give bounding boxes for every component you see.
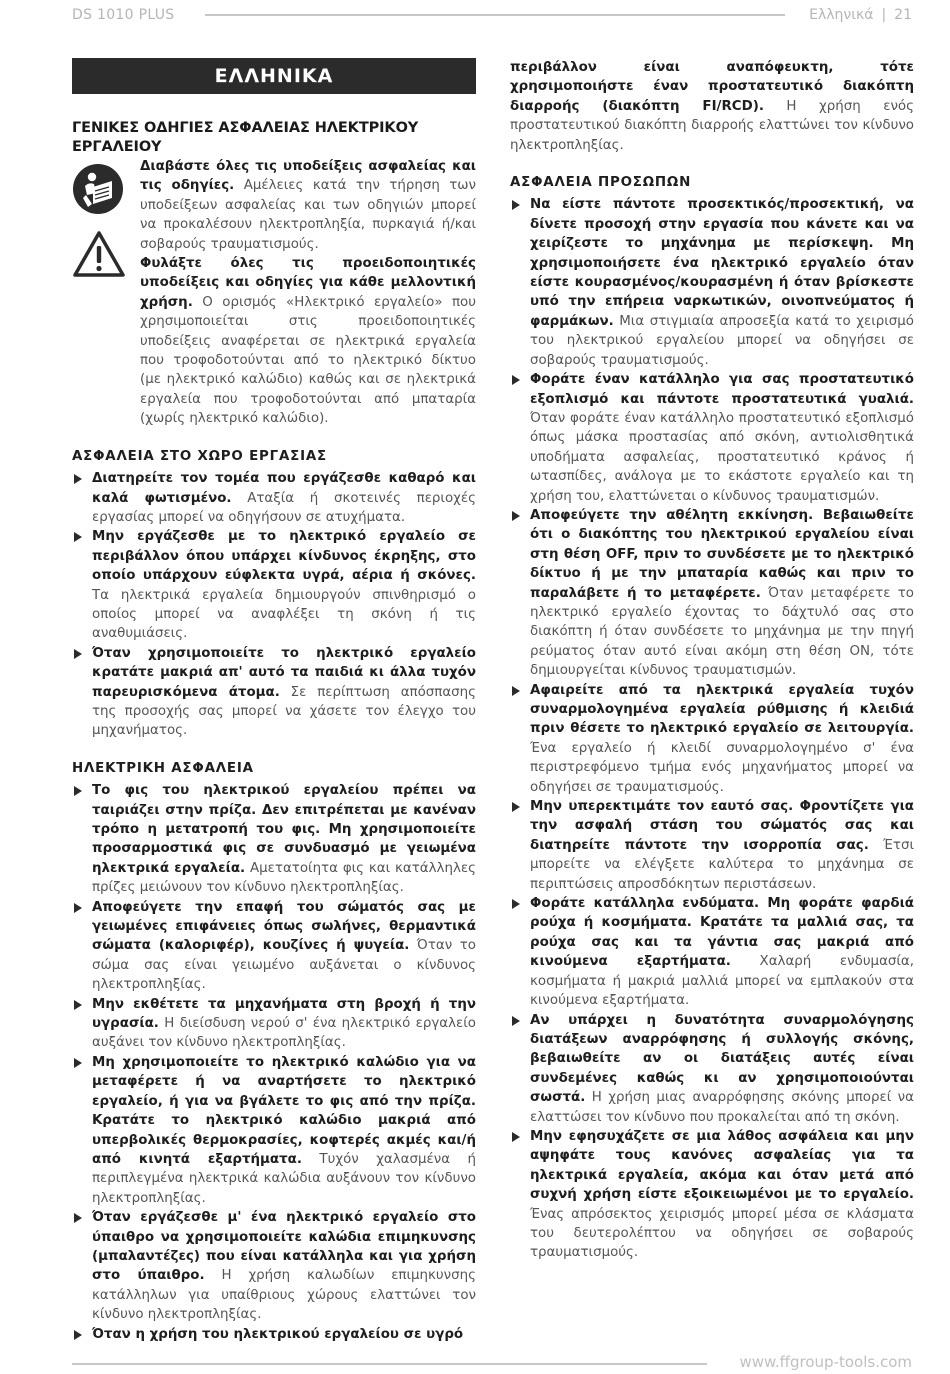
list-item: Αφαιρείτε από τα ηλεκτρικά εργαλεία τυχόν συναρμολογημένα εργαλεία ρύθμισης ή κλειδιά πριν θέσετε το ηλεκτρικό εργαλείο σε λειτουργία. Ένα εργαλείο ή κλειδί συναρμολογημένο σ' ένα περιστρεφόμενο τμήμα ενός μηχανήματος μπορεί να οδηγήσει σε τραυματισμούς.	[510, 681, 914, 797]
read-manual-icon	[72, 163, 124, 215]
intro-block	[72, 157, 476, 429]
warning-triangle-icon	[72, 230, 126, 278]
bullet-arrow-icon	[74, 786, 82, 796]
footer-url[interactable]: www.ffgroup-tools.com	[739, 1353, 912, 1371]
bullet-arrow-icon	[512, 686, 520, 696]
main-title: ΓΕΝΙΚΕΣ ΟΔΗΓΙΕΣ ΑΣΦΑΛΕΙΑΣ ΗΛΕΚΤΡΙΚΟΥ ΕΡΓΑΛΕΙΟΥ	[72, 120, 419, 155]
bullet-arrow-icon	[512, 802, 520, 812]
bullet-arrow-icon	[74, 649, 82, 659]
list-item: Φοράτε έναν κατάλληλο για σας προστατευτικό εξοπλισμό και πάντοτε προστατευτικά γυαλιά. Όταν φοράτε έναν κατάλληλο προστατευτικό εξοπλισμό όπως μάσκα προστασίας από σκόνη, αντιολισθητικά υποδήματα ασφαλείας, προστατευτικό κράνος ή ωτασπίδες, ανάλογα με το εκάστοτε εργαλείο και τη χρήση του, ελαττώνεται ο κίνδυνος τραυματισμών.	[510, 370, 914, 506]
bullet-arrow-icon	[512, 200, 520, 210]
bullet-arrow-icon	[74, 1058, 82, 1068]
continued-paragraph: περιβάλλον είναι αναπόφευκτη, τότε χρησιμοποιήστε έναν προστατευτικό διακόπτη διαρροής (διακόπτη FI/RCD). Η χρήση ενός προστατευτικού διακόπτη διαρροής ελαττώνει τον κίνδυνο ηλεκτροπληξίας.	[510, 60, 914, 153]
list-item: Το φις του ηλεκτρικού εργαλείου πρέπει να ταιριάζει στην πρίζα. Δεν επιτρέπεται με κανέναν τρόπο η μετατροπή του φις. Μη χρησιμοποιείτε προσαρμοστικά φις σε συνδυασμό με γειωμένα ηλεκτρικά εργαλεία. Αμετατοίητα φις και κατάλληλες πρίζες μειώνουν τον κίνδυνο ηλεκτροπληξίας.	[72, 781, 476, 897]
list-item: Μην εργάζεσθε με το ηλεκτρικό εργαλείο σε περιβάλλον όπου υπάρχει κίνδυνος έκρηξης, στο οποίο υπάρχουν εύφλεκτα υγρά, αέρια ή σκόνες. Τα ηλεκτρικά εργαλεία δημιουργούν σπινθηρισμό ο οποίος μπορεί να αναφλέξει τη σκόνη ή τις αναθυμιάσεις.	[72, 527, 476, 643]
list-item: Αποφεύγετε την αθέλητη εκκίνηση. Βεβαιωθείτε ότι ο διακόπτης του ηλεκτρικού εργαλείου είναι στη θέση OFF, πριν το συνδέσετε με το ηλεκτρικό δίκτυο ή με την μπαταρία καθώς και πριν το παραλάβετε ή το μεταφέρετε. Όταν μεταφέρετε το ηλεκτρικό εργαλείο έχοντας το δάχτυλό σας στο διακόπτη ή όταν συνδέσετε το μηχάνημα με την πηγή ρεύματος όταν αυτό είναι ακόμη στη θέση ON, τότε δημιουργείται κίνδυνος τραυματισμών.	[510, 506, 914, 681]
header-rule	[205, 14, 785, 16]
intro-paragraph-1: Διαβάστε όλες τις υποδείξεις ασφαλείας και τις οδηγίες. Αμέλειες κατά την τήρηση των υποδείξεων ασφαλείας και των οδηγιών μπορεί να προκαλέσουν ηλεκτροπληξία, πυρκαγιά ή/και σοβαρούς τραυματισμούς.	[140, 159, 476, 252]
model-name: DS 1010 PLUS	[72, 7, 175, 23]
header-page-info	[809, 7, 912, 23]
bullet-arrow-icon	[512, 375, 520, 385]
section-title-work-area: ΑΣΦΑΛΕΙΑ ΣΤΟ ΧΩΡΟ ΕΡΓΑΣΙΑΣ	[72, 448, 327, 464]
list-item: Όταν η χρήση του ηλεκτρικού εργαλείου σε υγρό	[72, 1325, 476, 1344]
list-item: Μην υπερεκτιμάτε τον εαυτό σας. Φροντίζετε για την ασφαλή στάση του σώματός σας και διατηρείτε πάντοτε την ισορροπία σας. Έτσι μπορείτε να ελέγξετε καλύτερα το μηχάνημα σε περιπτώσεις απροσδόκητων περιστάσεων.	[510, 797, 914, 894]
bullet-arrow-icon	[74, 1000, 82, 1010]
bullet-arrow-icon	[74, 1330, 82, 1340]
section-title-personal: ΑΣΦΑΛΕΙΑ ΠΡΟΣΩΠΩΝ	[510, 175, 692, 191]
bullet-arrow-icon	[512, 899, 520, 909]
list-item: Μη χρησιμοποιείτε το ηλεκτρικό καλώδιο για να μεταφέρετε ή να αναρτήσετε το ηλεκτρικό εργαλείο, ή για να βγάλετε το φις από την πρίζα. Κρατάτε το ηλεκτρικό καλώδιο μακριά από υπερβολικές θερμοκρασίες, κοφτερές ακμές και/ή από κινητά εξαρτήματα. Τυχόν χαλασμένα ή περιπλεγμένα ηλεκτρικά καλώδια αυξάνουν τον κίνδυνο ηλεκτροπληξίας.	[72, 1053, 476, 1208]
language-banner: ΕΛΛΗΝΙΚΑ	[72, 58, 476, 94]
intro-paragraph-2: Φυλάξτε όλες τις προειδοποιητικές υποδείξεις και οδηγίες για κάθε μελλοντική χρήση. Ο ορισμός «Ηλεκτρικό εργαλείο» που χρησιμοποιείται στις προειδοποιητικές υποδείξεις αναφέρεται σε ηλεκτρικά εργαλεία που τροφοδοτούνται από το ηλεκτρικό δίκτυο (με ηλεκτρικό καλώδιο) καθώς και σε ηλεκτρικά εργαλεία που τροφοδοτούνται από μπαταρία (χωρίς ηλεκτρικό καλώδιο).	[140, 256, 476, 427]
list-item: Αποφεύγετε την επαφή του σώματός σας με γειωμένες επιφάνειες όπως σωλήνες, θερμαντικά σώματα (καλοριφέρ), κουζίνες ή ψυγεία. Όταν το σώμα σας είναι γειωμένο αυξάνεται ο κίνδυνος ηλεκτροπληξίας.	[72, 898, 476, 995]
bullet-arrow-icon	[74, 1213, 82, 1223]
section-title-electrical: ΗΛΕΚΤΡΙΚΗ ΑΣΦΑΛΕΙΑ	[72, 760, 254, 776]
footer-rule	[72, 1363, 707, 1365]
language-label: Ελληνικά	[809, 7, 874, 23]
list-item: Να είστε πάντοτε προσεκτικός/προσεκτική, να δίνετε προσοχή στην εργασία που κάνετε και να χειρίζεστε το μηχάνημα με περίσκεψη. Μη χρησιμοποιήσετε ένα ηλεκτρικό εργαλείο όταν είστε κουρασμένος/κουρασμένη ή όταν βρίσκεστε υπό την επήρεια ναρκωτικών, οινοπνεύματος ή φαρμάκων. Μια στιγμιαία απροσεξία κατά το χειρισμό του ηλεκτρικού εργαλείου μπορεί να οδηγήσει σε σοβαρούς τραυματισμούς.	[510, 195, 914, 370]
list-item: Όταν χρησιμοποιείτε το ηλεκτρικό εργαλείο κρατάτε μακριά απ' αυτό τα παιδιά κι άλλα τυχόν παρευρισκόμενα άτομα. Σε περίπτωση απόσπασης της προσοχής σας μπορεί να χάσετε τον έλεγχο του μηχανήματος.	[72, 644, 476, 741]
list-item: Διατηρείτε τον τομέα που εργάζεσθε καθαρό και καλά φωτισμένο. Αταξία ή σκοτεινές περιοχές εργασίας μπορεί να οδηγήσουν σε ατυχήματα.	[72, 469, 476, 527]
page-number: 21	[894, 7, 912, 23]
bullet-arrow-icon	[512, 1016, 520, 1026]
header-separator: |	[881, 7, 887, 23]
right-column	[510, 58, 914, 1263]
left-column	[72, 58, 476, 1344]
list-item: Φοράτε κατάλληλα ενδύματα. Μη φοράτε φαρδιά ρούχα ή κοσμήματα. Κρατάτε τα μαλλιά σας, τα ρούχα σας και τα γάντια σας μακριά από κινούμενα εξαρτήματα. Χαλαρή ενδυμασία, κοσμήματα ή μακριά μαλλιά μπορεί να εμπλακούν στα κινούμενα εξαρτήματα.	[510, 894, 914, 1010]
bullet-arrow-icon	[74, 903, 82, 913]
list-item: Αν υπάρχει η δυνατότητα συναρμολόγησης διατάξεων αναρρόφησης ή συλλογής σκόνης, βεβαιωθείτε αν οι διατάξεις αυτές είναι συνδεμένες καθώς κι αν χρησιμοποιούνται σωστά. Η χρήση μιας αναρρόφησης σκόνης μπορεί να ελαττώσει τον κίνδυνο που προκαλείται από τη σκόνη.	[510, 1011, 914, 1127]
list-item: Μην εφησυχάζετε σε μια λάθος ασφάλεια και μην αψηφάτε τους κανόνες ασφαλείας για τα ηλεκτρικά εργαλεία, ακόμα και όταν μετά από συχνή χρήση είστε εξοικειωμένοι με το εργαλείο. Ένας απρόσεκτος χειρισμός μπορεί μέσα σε κλάσματα του δευτερολέπτου να οδηγήσει σε σοβαρούς τραυματισμούς.	[510, 1127, 914, 1263]
list-item: Μην εκθέτετε τα μηχανήματα στη βροχή ή την υγρασία. Η διείσδυση νερού σ' ένα ηλεκτρικό εργαλείο αυξάνει τον κίνδυνο ηλεκτροπληξίας.	[72, 995, 476, 1053]
bullet-arrow-icon	[74, 532, 82, 542]
bullet-arrow-icon	[512, 511, 520, 521]
list-item: Όταν εργάζεσθε μ' ένα ηλεκτρικό εργαλείο στο ύπαιθρο να χρησιμοποιείτε καλώδια επιμηκυνσης (μπαλαντέζες) που είναι κατάλληλα και για χρήση στο ύπαιθρο. Η χρήση καλωδίων επιμηκυνσης κατάλληλων για υπαίθριους χώρους ελαττώνει τον κίνδυνο ηλεκτροπληξίας.	[72, 1208, 476, 1324]
bullet-arrow-icon	[74, 474, 82, 484]
bullet-arrow-icon	[512, 1132, 520, 1142]
